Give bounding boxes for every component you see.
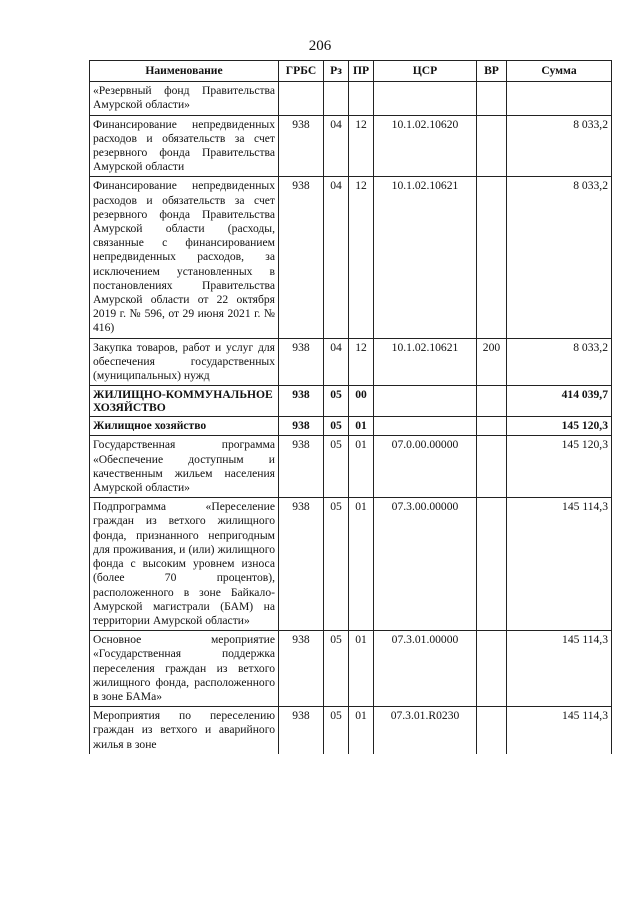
row-rz: 05 (324, 436, 349, 498)
row-csr: 10.1.02.10621 (374, 177, 477, 338)
row-pr: 01 (349, 436, 374, 498)
row-name: Мероприятия по переселению граждан из ветхого и аварийного жилья в зоне (90, 707, 279, 754)
row-name: Подпрограмма «Переселение граждан из ветхого жилищного фонда, признанного непригодным для проживания, и (или) жилищного фонда с высоким уровнем износа (более 70 процентов), расположенного в зоне Байкало-Амурской магистрали (БАМ) на территории Амурской области» (90, 498, 279, 631)
row-csr (374, 82, 477, 115)
row-vr (477, 498, 507, 631)
row-sum: 145 114,3 (507, 707, 612, 754)
table-row (90, 631, 612, 707)
row-grbs: 938 (279, 631, 324, 707)
row-pr: 01 (349, 417, 374, 436)
row-vr (477, 707, 507, 754)
row-vr: 200 (477, 338, 507, 386)
row-name: «Резервный фонд Правительства Амурской области» (90, 82, 279, 115)
table-row-section (90, 386, 612, 417)
row-rz: 05 (324, 386, 349, 417)
row-csr: 10.1.02.10620 (374, 115, 477, 177)
row-sum: 414 039,7 (507, 386, 612, 417)
row-rz (324, 82, 349, 115)
row-csr: 10.1.02.10621 (374, 338, 477, 386)
row-rz: 04 (324, 338, 349, 386)
header-sum: Сумма (507, 61, 612, 82)
row-csr (374, 417, 477, 436)
table-row (90, 177, 612, 338)
table-row (90, 436, 612, 498)
header-csr: ЦСР (374, 61, 477, 82)
row-pr: 12 (349, 338, 374, 386)
row-grbs: 938 (279, 417, 324, 436)
row-sum: 145 120,3 (507, 436, 612, 498)
row-rz: 04 (324, 115, 349, 177)
row-rz: 05 (324, 498, 349, 631)
row-grbs: 938 (279, 115, 324, 177)
table-row (90, 338, 612, 386)
row-grbs: 938 (279, 338, 324, 386)
row-csr: 07.3.00.00000 (374, 498, 477, 631)
table-row-subsection (90, 417, 612, 436)
row-sum: 8 033,2 (507, 115, 612, 177)
row-name: Государственная программа «Обеспечение доступным и качественным жильем населения Амурской области» (90, 436, 279, 498)
row-rz: 05 (324, 631, 349, 707)
budget-table (89, 60, 612, 754)
row-sum: 145 120,3 (507, 417, 612, 436)
header-grbs: ГРБС (279, 61, 324, 82)
row-grbs (279, 82, 324, 115)
header-name: Наименование (90, 61, 279, 82)
row-vr (477, 115, 507, 177)
row-csr (374, 386, 477, 417)
row-sum (507, 82, 612, 115)
page-number: 206 (308, 38, 332, 54)
row-name: Закупка товаров, работ и услуг для обеспечения государственных (муниципальных) нужд (90, 338, 279, 386)
row-pr (349, 82, 374, 115)
row-name: Основное мероприятие «Государственная поддержка переселения граждан из ветхого жилищного фонда, расположенного в зоне БАМа» (90, 631, 279, 707)
row-name: Финансирование непредвиденных расходов и обязательств за счет резервного фонда Правительства Амурской области (расходы, связанные с финансированием непредвиденных расходов, за исключением установленных в постановлениях Правительства Амурской области от 22 октября 2019 г. № 596, от 29 июня 2021 г. № 416) (90, 177, 279, 338)
table-row (90, 115, 612, 177)
row-vr (477, 82, 507, 115)
row-pr: 12 (349, 115, 374, 177)
row-vr (477, 417, 507, 436)
row-grbs: 938 (279, 707, 324, 754)
row-vr (477, 177, 507, 338)
row-grbs: 938 (279, 177, 324, 338)
row-pr: 01 (349, 631, 374, 707)
table-header-row (90, 61, 612, 82)
row-rz: 04 (324, 177, 349, 338)
row-grbs: 938 (279, 436, 324, 498)
row-sum: 145 114,3 (507, 631, 612, 707)
header-rz: Рз (324, 61, 349, 82)
row-pr: 01 (349, 498, 374, 631)
row-vr (477, 631, 507, 707)
table-row (90, 498, 612, 631)
row-grbs: 938 (279, 386, 324, 417)
row-name: Жилищное хозяйство (90, 417, 279, 436)
table-row (90, 707, 612, 754)
row-csr: 07.3.01.00000 (374, 631, 477, 707)
row-vr (477, 436, 507, 498)
row-rz: 05 (324, 707, 349, 754)
row-sum: 8 033,2 (507, 338, 612, 386)
row-pr: 01 (349, 707, 374, 754)
row-vr (477, 386, 507, 417)
row-name: ЖИЛИЩНО-КОММУНАЛЬНОЕ ХОЗЯЙСТВО (90, 386, 279, 417)
table-row (90, 82, 612, 115)
row-name: Финансирование непредвиденных расходов и обязательств за счет резервного фонда Правительства Амурской области (90, 115, 279, 177)
row-sum: 145 114,3 (507, 498, 612, 631)
row-sum: 8 033,2 (507, 177, 612, 338)
row-grbs: 938 (279, 498, 324, 631)
header-vr: ВР (477, 61, 507, 82)
row-rz: 05 (324, 417, 349, 436)
row-pr: 00 (349, 386, 374, 417)
row-csr: 07.3.01.R0230 (374, 707, 477, 754)
row-pr: 12 (349, 177, 374, 338)
row-csr: 07.0.00.00000 (374, 436, 477, 498)
header-pr: ПР (349, 61, 374, 82)
